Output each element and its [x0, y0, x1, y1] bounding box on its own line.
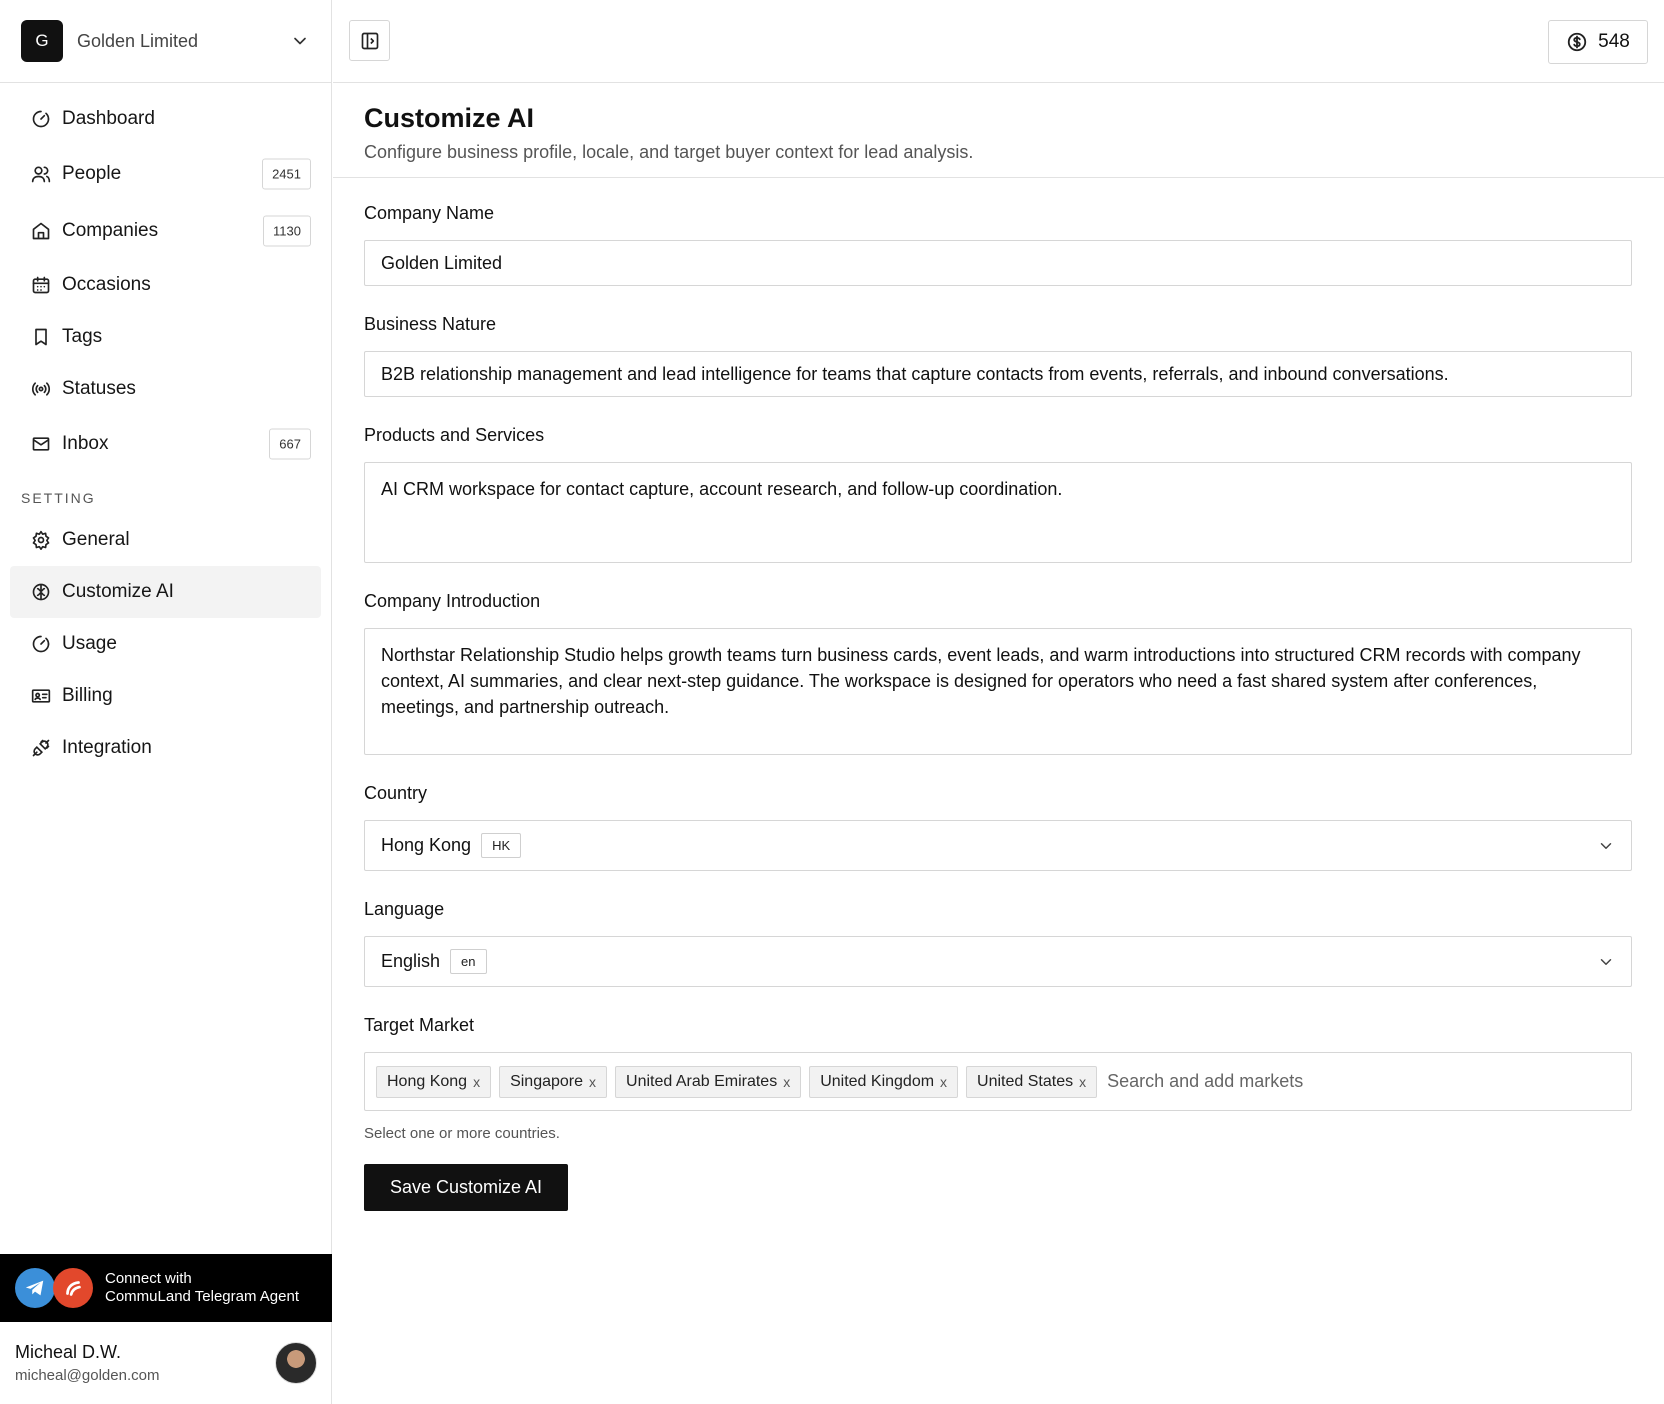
page-header	[333, 83, 1664, 178]
org-logo: G	[21, 20, 63, 62]
sidebar-item-label: People	[62, 162, 122, 184]
sidebar-item-billing[interactable]	[10, 670, 321, 722]
sidebar-toggle-icon	[360, 31, 380, 51]
company-name-value: Golden Limited	[381, 252, 503, 273]
target-market-multiselect[interactable]	[364, 1052, 1632, 1111]
sidebar-item-label: Integration	[62, 737, 152, 758]
topbar	[333, 0, 1664, 83]
market-chip	[809, 1066, 958, 1098]
products-services-label: Products and Services	[364, 425, 545, 445]
user-email: micheal@golden.com	[15, 1367, 160, 1384]
market-chip	[615, 1066, 801, 1098]
count-badge: 2451	[262, 158, 311, 189]
commuland-logo-icon	[53, 1268, 93, 1308]
sidebar-item-companies[interactable]	[10, 202, 321, 259]
chevron-down-icon[interactable]	[290, 31, 310, 51]
market-chip-label: Singapore	[510, 1072, 584, 1090]
page-title: Customize AI	[364, 103, 535, 133]
language-select[interactable]	[364, 936, 1632, 987]
org-switcher[interactable]	[0, 0, 331, 83]
telegram-logos	[15, 1267, 95, 1309]
chevron-down-icon	[1597, 953, 1615, 971]
telegram-connect-text	[105, 1270, 299, 1306]
plug-icon	[31, 738, 51, 758]
home-icon	[31, 221, 51, 241]
sidebar-item-usage[interactable]	[10, 618, 321, 670]
company-introduction-value: Northstar Relationship Studio helps growth teams turn business cards, event leads, and warm introductions into structured CRM records with company context, AI summaries, and clear next-step guidance. The workspace is designed for operators who need a fast shared system after conferences, meetings, and partnership outreach.	[381, 645, 1581, 717]
user-name: Micheal D.W.	[15, 1342, 122, 1362]
page-subtitle: Configure business profile, locale, and target buyer context for lead analysis.	[364, 142, 974, 162]
market-chip-label: United States	[977, 1072, 1074, 1090]
section-label-setting: SETTING	[21, 490, 96, 506]
main-nav	[0, 83, 331, 774]
country-code-badge: HK	[481, 833, 521, 858]
brain-icon	[31, 582, 51, 602]
customize-ai-form	[333, 178, 1664, 1211]
sidebar-item-integration[interactable]	[10, 722, 321, 774]
remove-market-button[interactable]: x	[940, 1073, 948, 1090]
country-label: Country	[364, 783, 428, 803]
org-name: Golden Limited	[77, 30, 199, 51]
company-name-input[interactable]	[364, 240, 1632, 286]
sidebar-item-label: Billing	[62, 685, 113, 706]
market-hint: Select one or more countries.	[364, 1125, 560, 1142]
main-content	[333, 83, 1664, 1211]
sidebar-item-label: Tags	[62, 326, 103, 347]
remove-market-button[interactable]: x	[589, 1073, 597, 1090]
telegram-icon	[15, 1268, 55, 1308]
avatar[interactable]	[275, 1342, 317, 1384]
dollar-coin-icon	[1566, 31, 1588, 53]
sidebar-item-tags[interactable]	[10, 311, 321, 363]
sidebar-item-statuses[interactable]	[10, 363, 321, 415]
sidebar-item-customize-ai[interactable]	[10, 566, 321, 618]
market-chip	[499, 1066, 607, 1098]
count-badge: 1130	[263, 215, 311, 246]
remove-market-button[interactable]: x	[473, 1073, 481, 1090]
sidebar-item-label: Occasions	[62, 274, 151, 295]
sidebar-item-inbox[interactable]	[10, 415, 321, 472]
sidebar-item-label: Companies	[62, 219, 159, 241]
gauge-icon	[31, 109, 51, 129]
language-label: Language	[364, 899, 445, 919]
count-badge: 667	[269, 428, 311, 459]
sidebar-item-label: Inbox	[62, 432, 109, 454]
business-nature-input[interactable]	[364, 351, 1632, 397]
chevron-down-icon	[1597, 837, 1615, 855]
sidebar-item-label: Statuses	[62, 378, 136, 399]
products-services-value: AI CRM workspace for contact capture, account research, and follow-up coordination.	[381, 479, 1063, 499]
user-info	[15, 1342, 275, 1384]
telegram-line-1: Connect with	[105, 1270, 192, 1287]
sidebar-toggle-button[interactable]	[349, 20, 390, 61]
sidebar-item-people[interactable]	[10, 145, 321, 202]
language-code-badge: en	[450, 949, 486, 974]
market-chip-label: United Arab Emirates	[626, 1072, 778, 1090]
business-nature-label: Business Nature	[364, 314, 497, 334]
credits-value: 548	[1598, 31, 1630, 52]
market-search-input[interactable]: Search and add markets	[1107, 1071, 1304, 1091]
id-card-icon	[31, 686, 51, 706]
bookmark-icon	[31, 327, 51, 347]
market-chip	[966, 1066, 1097, 1098]
gauge-icon	[31, 634, 51, 654]
sidebar-item-dashboard[interactable]	[10, 93, 321, 145]
market-chip-label: Hong Kong	[387, 1072, 468, 1090]
telegram-connect-banner[interactable]	[0, 1254, 332, 1322]
calendar-icon	[31, 275, 51, 295]
target-market-label: Target Market	[364, 1015, 475, 1035]
gear-icon	[31, 530, 51, 550]
country-select[interactable]	[364, 820, 1632, 871]
remove-market-button[interactable]: x	[1079, 1073, 1087, 1090]
company-name-label: Company Name	[364, 203, 495, 223]
mail-icon	[31, 434, 51, 454]
telegram-line-2: CommuLand Telegram Agent	[105, 1288, 300, 1305]
sidebar-item-label: Customize AI	[62, 581, 174, 602]
company-introduction-label: Company Introduction	[364, 591, 541, 611]
users-icon	[31, 164, 51, 184]
sidebar-item-occasions[interactable]	[10, 259, 321, 311]
market-chip	[376, 1066, 491, 1098]
business-nature-value: B2B relationship management and lead intelligence for teams that capture contacts from events, referrals, and inbound conversations.	[381, 363, 1449, 384]
products-services-textarea[interactable]	[364, 462, 1632, 563]
remove-market-button[interactable]: x	[783, 1073, 791, 1090]
country-value: Hong Kong	[381, 835, 472, 855]
broadcast-icon	[31, 379, 51, 399]
user-profile[interactable]	[0, 1322, 332, 1404]
credits-button[interactable]	[1548, 20, 1648, 64]
sidebar-item-general[interactable]	[10, 514, 321, 566]
save-customize-ai-button[interactable]: Save Customize AI	[364, 1164, 568, 1211]
sidebar-item-label: Dashboard	[62, 108, 155, 129]
sidebar-item-label: General	[62, 529, 130, 550]
company-introduction-textarea[interactable]	[364, 628, 1632, 755]
sidebar-item-label: Usage	[62, 633, 117, 654]
market-chip-label: United Kingdom	[820, 1072, 935, 1090]
sidebar	[0, 0, 332, 1404]
language-value: English	[381, 951, 441, 971]
